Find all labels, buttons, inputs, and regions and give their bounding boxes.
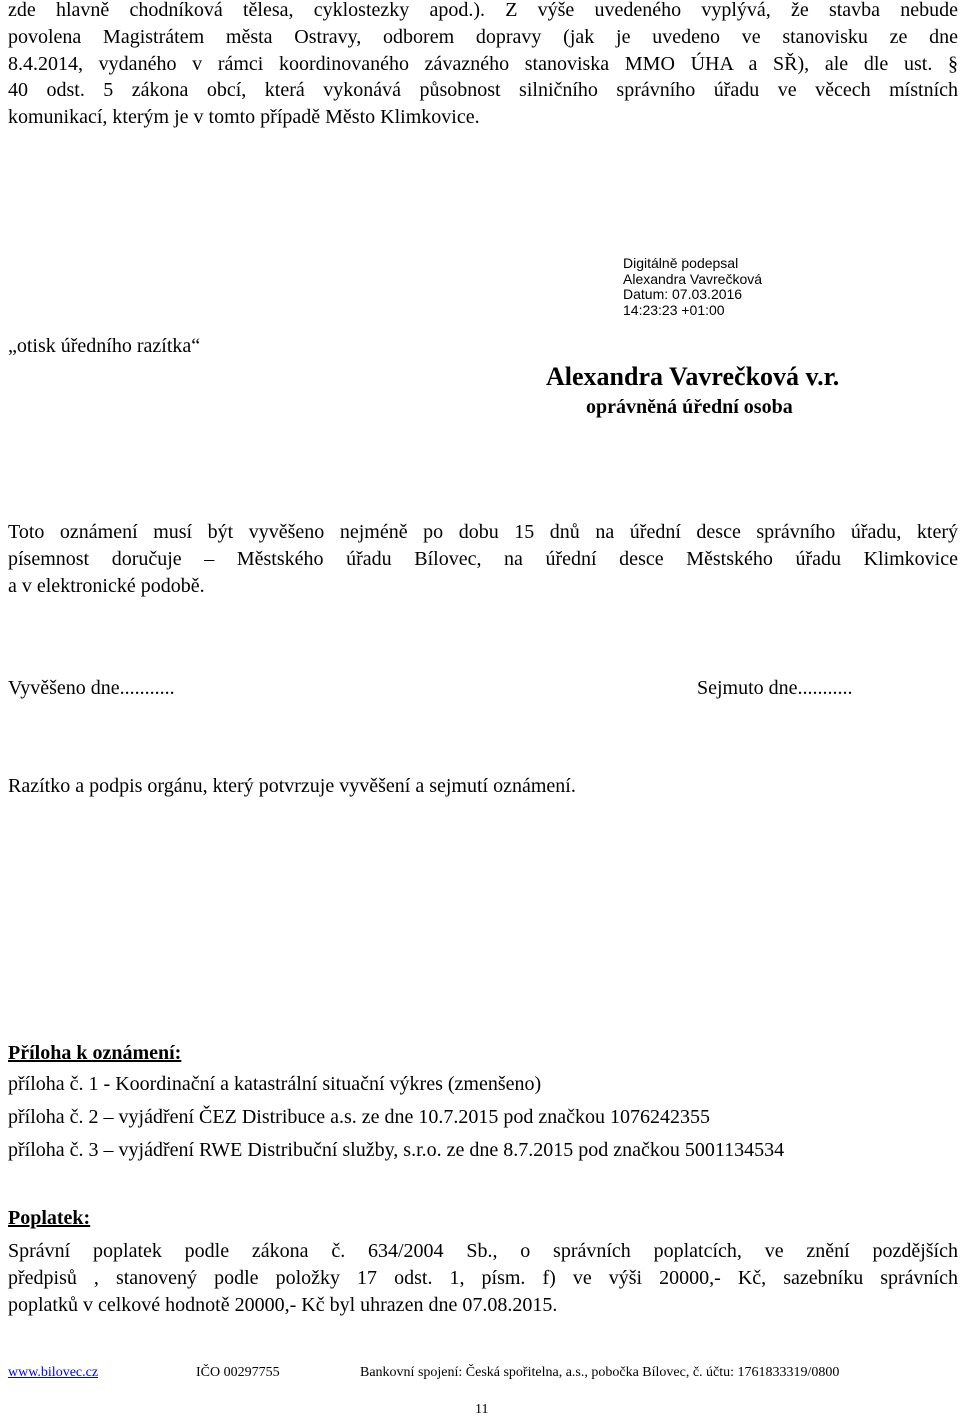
fee-line: Správní poplatek podle zákona č. 634/2004 Sb., o správních poplatcích, ve znění pozdějších xyxy=(8,1240,958,1262)
intro-line: 40 odst. 5 zákona obcí, která vykonává působnost silničního správního úřadu ve věcech místních xyxy=(8,79,958,102)
website-link[interactable]: www.bilovec.cz xyxy=(8,1365,99,1380)
intro-line: povolena Magistrátem města Ostravy, odborem dopravy (jak je uvedeno ve stanovisku ze dne xyxy=(8,25,958,48)
notice-line: písemnost doručuje – Městského úřadu Bílovec, na úřední desce Městského úřadu Klimkovice xyxy=(8,547,958,570)
intro-line: komunikací, kterým je v tomto případě Město Klimkovice. xyxy=(8,106,480,129)
fee-line: předpisů , stanovený podle položky 17 odst. 1, písm. f) ve výši 20000,- Kč, sazebníku správních xyxy=(8,1266,958,1289)
fee-line: poplatků v celkové hodnotě 20000,- Kč byl uhrazen dne 07.08.2015. xyxy=(8,1293,558,1316)
signatory-role: oprávněná úřední osoba xyxy=(586,396,793,418)
intro-paragraph xyxy=(8,0,958,131)
notice-paragraph xyxy=(8,519,958,599)
removed-date: Sejmuto dne........... xyxy=(697,677,853,699)
signature-meta-line: Digitálně podepsal xyxy=(623,255,739,271)
stamp-placeholder: „otisk úředního razítka“ xyxy=(8,335,201,357)
fee-paragraph xyxy=(8,1238,958,1318)
intro-line: 8.4.2014, vydaného v rámci koordinovaného závazného stanoviska MMO ÚHA a SŘ), ale dle ust. § xyxy=(8,52,958,75)
signature-meta-line: 14:23:23 +01:00 xyxy=(623,301,725,318)
footer-website[interactable] xyxy=(8,1365,98,1381)
attachment-item: příloha č. 3 – vyjádření RWE Distribuční služby, s.r.o. ze dne 8.7.2015 pod značkou 5001134534 xyxy=(8,1139,785,1161)
footer-ico: IČO 00297755 xyxy=(196,1365,280,1380)
digital-signature-info xyxy=(623,256,762,318)
notice-line: Toto oznámení musí být vyvěšeno nejméně po dobu 15 dnů na úřední desce správního úřadu, který xyxy=(8,521,958,543)
posted-date: Vyvěšeno dne........... xyxy=(8,677,175,699)
footer-bank: Bankovní spojení: Česká spořitelna, a.s., pobočka Bílovec, č. účtu: 1761833319/0800 xyxy=(360,1365,840,1380)
signature-meta-line: Alexandra Vavrečková xyxy=(623,270,763,287)
fee-heading: Poplatek: xyxy=(8,1207,91,1229)
intro-line: zde hlavně chodníková tělesa, cyklostezky apod.). Z výše uvedeného vyplývá, že stavba nebude xyxy=(8,0,958,21)
signature-meta-line: Datum: 07.03.2016 xyxy=(623,286,743,302)
signatory-name: Alexandra Vavrečková v.r. xyxy=(546,362,840,391)
attachments-heading: Příloha k oznámení: xyxy=(8,1042,182,1064)
notice-line: a v elektronické podobě. xyxy=(8,574,205,597)
page-number: 11 xyxy=(475,1402,489,1417)
confirmation-note: Razítko a podpis orgánu, který potvrzuje vyvěšení a sejmutí oznámení. xyxy=(8,775,576,797)
attachment-item: příloha č. 2 – vyjádření ČEZ Distribuce a.s. ze dne 10.7.2015 pod značkou 1076242355 xyxy=(8,1106,711,1128)
attachment-item: příloha č. 1 - Koordinační a katastrální situační výkres (zmenšeno) xyxy=(8,1073,542,1095)
